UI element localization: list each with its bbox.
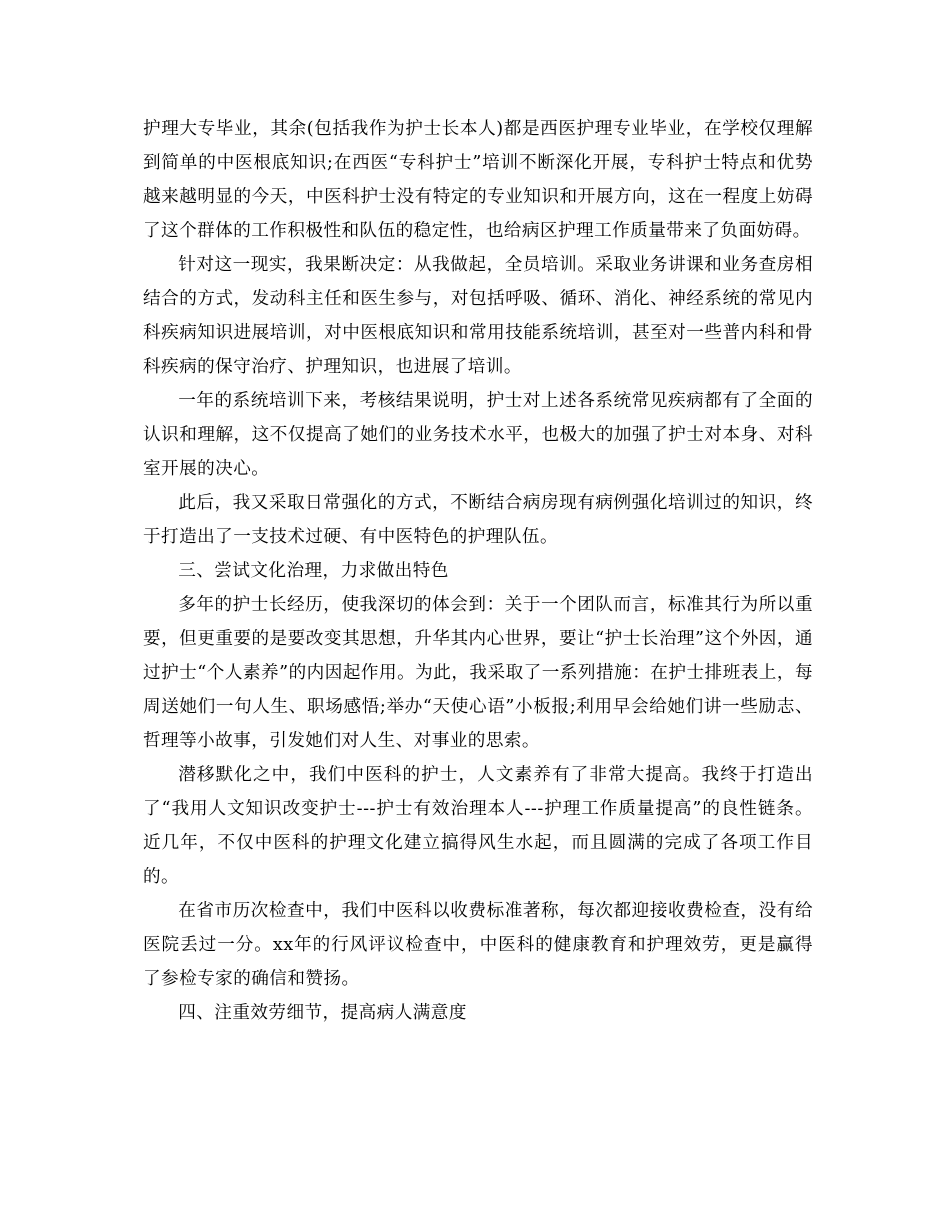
paragraph-daily-reinforcement: 此后，我又采取日常强化的方式，不断结合病房现有病例强化培训过的知识，终于打造出了一支技术过硬、有中医特色的护理队伍。 <box>143 493 813 547</box>
paragraph-experience: 多年的护士长经历，使我深切的体会到：关于一个团队而言，标准其行为所以重要，但更重要的是要改变其思想，升华其内心世界，要让“护士长治理”这个外因，通过护士“个人素养”的内因起作用。为此，我采取了一系列措施：在护士排班表上，每周送她们一句人生、职场感悟;举办“天使心语”小板报;利用早会给她们讲一些励志、哲理等小故事，引发她们对人生、对事业的思索。 <box>143 595 813 751</box>
section-heading-service: 四、注重效劳细节，提高病人满意度 <box>178 1003 467 1023</box>
paragraph-inspection: 在省市历次检查中，我们中医科以收费标准著称，每次都迎接收费检查，没有给医院丢过一分。xx年的行风评议检查中，中医科的健康教育和护理效劳，更是赢得了参检专家的确信和赞扬。 <box>143 901 813 989</box>
section-heading-culture: 三、尝试文化治理，力求做出特色 <box>178 561 449 581</box>
paragraph-training: 针对这一现实，我果断决定：从我做起，全员培训。采取业务讲课和业务查房相结合的方式，发动科主任和医生参与，对包括呼吸、循环、消化、神经系统的常见内科疾病知识进展培训，对中医根底知识和常用技能系统培训，甚至对一些普内科和骨科疾病的保守治疗、护理知识，也进展了培训。 <box>143 255 813 377</box>
document-page <box>143 112 813 1030</box>
paragraph-continuation: 护理大专毕业，其余(包括我作为护士长本人)都是西医护理专业毕业，在学校仅理解到简单的中医根底知识;在西医“专科护士”培训不断深化开展，专科护士特点和优势越来越明显的今天，中医科护士没有特定的专业知识和开展方向，这在一程度上妨碍了这个群体的工作积极性和队伍的稳定性，也给病区护理工作质量带来了负面妨碍。 <box>143 119 813 241</box>
paragraph-training-result: 一年的系统培训下来，考核结果说明，护士对上述各系统常见疾病都有了全面的认识和理解，这不仅提高了她们的业务技术水平，也极大的加强了护士对本身、对科室开展的决心。 <box>143 391 813 479</box>
paragraph-humanities: 潜移默化之中，我们中医科的护士，人文素养有了非常大提高。我终于打造出了“我用人文知识改变护士---护士有效治理本人---护理工作质量提高”的良性链条。近几年，不仅中医科的护理文化建立搞得风生水起，而且圆满的完成了各项工作目的。 <box>143 765 813 887</box>
